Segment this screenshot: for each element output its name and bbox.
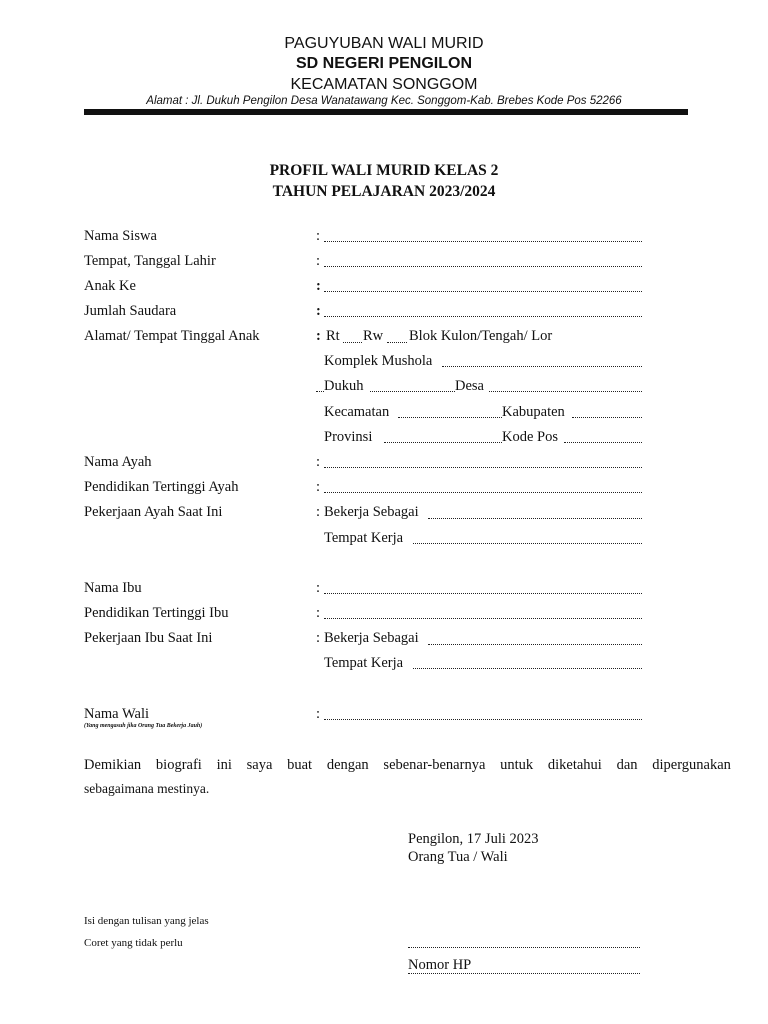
colon: : — [316, 630, 321, 646]
header-school: SD NEGERI PENGILON — [295, 55, 473, 72]
dukuh-prefix-line — [316, 391, 324, 392]
komplek-field[interactable] — [442, 366, 642, 367]
colon: : — [316, 706, 321, 722]
label-komplek: Komplek Mushola — [324, 353, 433, 369]
letterhead-rule — [84, 109, 688, 115]
statement-word: dipergunakan — [652, 757, 731, 773]
colon: : — [316, 504, 321, 520]
label-alamat: Alamat/ Tempat Tinggal Anak — [84, 328, 260, 344]
label-blok: Blok Kulon/Tengah/ Lor — [409, 328, 553, 344]
label-bekerja-sebagai-ibu: Bekerja Sebagai — [324, 630, 419, 646]
label-tempat-kerja-ibu: Tempat Kerja — [324, 655, 404, 671]
pendidikan-ibu-field[interactable] — [324, 618, 642, 619]
label-pekerjaan-ayah: Pekerjaan Ayah Saat Ini — [84, 504, 223, 520]
tempat-kerja-ayah-field[interactable] — [413, 543, 642, 544]
colon: : — [316, 605, 321, 621]
statement-line-2: sebagaimana mestinya. — [84, 781, 210, 796]
label-bekerja-sebagai-ayah: Bekerja Sebagai — [324, 504, 419, 520]
colon: : — [316, 328, 321, 344]
statement-word: sebenar-benarnya — [383, 757, 486, 773]
desa-field[interactable] — [489, 391, 642, 392]
label-rw: Rw — [363, 328, 384, 344]
header-district: KECAMATAN SONGGOM — [290, 76, 478, 93]
statement-word: diketahui — [547, 757, 602, 773]
colon: : — [316, 580, 321, 596]
label-provinsi: Provinsi — [324, 429, 373, 445]
label-kecamatan: Kecamatan — [324, 404, 390, 420]
nama-ayah-field[interactable] — [324, 467, 642, 468]
nama-siswa-field[interactable] — [324, 241, 642, 242]
colon: : — [316, 228, 321, 244]
label-kabupaten: Kabupaten — [502, 404, 565, 420]
label-anak-ke: Anak Ke — [84, 278, 136, 294]
pendidikan-ayah-field[interactable] — [324, 492, 642, 493]
statement-word: saya — [246, 757, 273, 773]
label-pendidikan-ibu: Pendidikan Tertinggi Ibu — [84, 605, 229, 621]
colon: : — [316, 479, 321, 495]
statement-word: Demikian — [84, 757, 142, 773]
label-nama-siswa: Nama Siswa — [84, 228, 157, 244]
colon: : — [316, 253, 321, 269]
label-jumlah-saudara: Jumlah Saudara — [84, 303, 177, 319]
signer-role: Orang Tua / Wali — [408, 849, 508, 865]
colon: : — [316, 278, 321, 294]
label-desa: Desa — [455, 378, 484, 394]
note-write-clearly: Isi dengan tulisan yang jelas — [84, 915, 209, 927]
label-nama-ayah: Nama Ayah — [84, 454, 152, 470]
bekerja-sebagai-ibu-field[interactable] — [428, 644, 642, 645]
statement-word: dan — [616, 757, 638, 773]
label-nama-ibu: Nama Ibu — [84, 580, 142, 596]
rt-field[interactable] — [343, 342, 362, 343]
form-title: PROFIL WALI MURID KELAS 2 — [269, 162, 499, 179]
note-strike-unneeded: Coret yang tidak perlu — [84, 937, 183, 949]
label-kode-pos: Kode Pos — [502, 429, 558, 445]
header-address: Alamat : Jl. Dukuh Pengilon Desa Wanatawang Kec. Songgom-Kab. Brebes Kode Pos 52266 — [146, 95, 622, 107]
rw-field[interactable] — [387, 342, 407, 343]
nama-ibu-field[interactable] — [324, 593, 642, 594]
label-dukuh: Dukuh — [324, 378, 364, 394]
label-tempat-kerja-ayah: Tempat Kerja — [324, 530, 404, 546]
signature-line[interactable] — [408, 947, 640, 948]
header-association: PAGUYUBAN WALI MURID — [284, 35, 484, 52]
statement-line-1 — [84, 757, 731, 774]
statement-word: buat — [287, 757, 313, 773]
colon: : — [316, 454, 321, 470]
statement-word: untuk — [500, 757, 534, 773]
label-pekerjaan-ibu: Pekerjaan Ibu Saat Ini — [84, 630, 213, 646]
kabupaten-field[interactable] — [572, 417, 642, 418]
nama-wali-field[interactable] — [324, 719, 642, 720]
anak-ke-field[interactable] — [324, 291, 642, 292]
statement-word: biografi — [155, 757, 202, 773]
bekerja-sebagai-ayah-field[interactable] — [428, 518, 642, 519]
tempat-kerja-ibu-field[interactable] — [413, 668, 642, 669]
kode-pos-field[interactable] — [564, 442, 642, 443]
statement-word: dengan — [326, 757, 369, 773]
phone-label: Nomor HP — [408, 957, 472, 973]
statement-word: ini — [216, 757, 232, 773]
colon: : — [316, 303, 321, 319]
ttl-field[interactable] — [324, 266, 642, 267]
jumlah-saudara-field[interactable] — [324, 316, 642, 317]
label-pendidikan-ayah: Pendidikan Tertinggi Ayah — [84, 479, 239, 495]
kecamatan-field[interactable] — [398, 417, 502, 418]
label-ttl: Tempat, Tanggal Lahir — [84, 253, 216, 269]
provinsi-field[interactable] — [384, 442, 502, 443]
dukuh-field[interactable] — [370, 391, 455, 392]
label-nama-wali: Nama Wali — [84, 706, 150, 722]
form-year: TAHUN PELAJARAN 2023/2024 — [272, 183, 496, 200]
wali-note: (Yang mengasuh jika Orang Tua Bekerja Jauh) — [84, 723, 203, 729]
label-rt: Rt — [326, 328, 340, 344]
phone-field[interactable] — [408, 973, 640, 974]
place-date: Pengilon, 17 Juli 2023 — [408, 831, 539, 847]
